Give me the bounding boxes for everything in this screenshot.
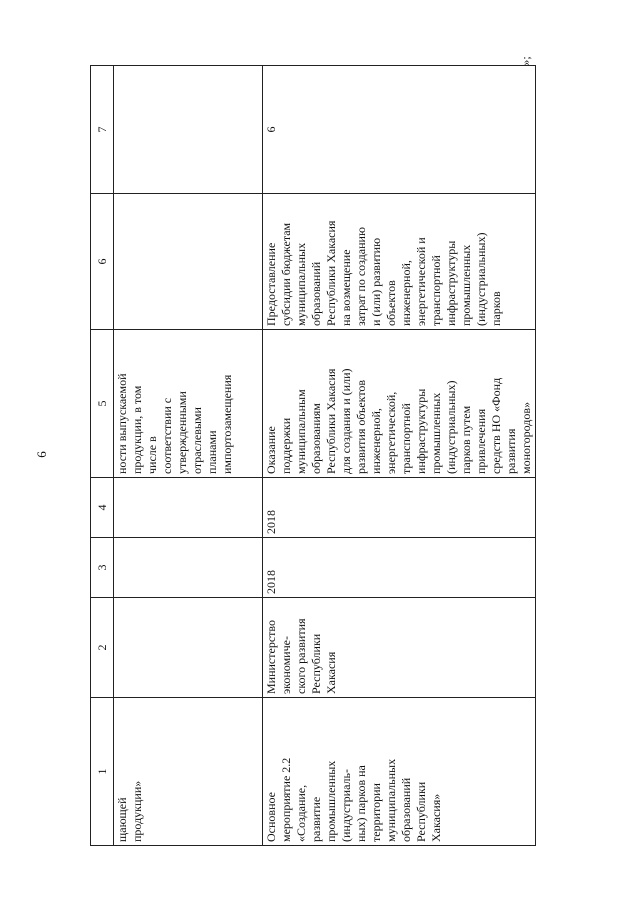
table-row-continuation [114, 66, 263, 846]
cell-text-line: муниципальным [294, 389, 308, 474]
cell-text-line: инфраструктуры [414, 388, 428, 474]
header-row [91, 66, 114, 846]
row1-col6-cell [114, 194, 263, 330]
cell-text-line: (индустриаль- [339, 769, 353, 842]
cell-text-line: Республики Хакасия [324, 220, 338, 326]
cell-text-line: затрат по созданию [354, 227, 368, 326]
measure-name-cell [263, 698, 536, 846]
cell-text-line: Оказание [264, 426, 278, 474]
cell-text-line: транспортной [429, 255, 443, 326]
row1-col1-cell [114, 698, 263, 846]
cell-text-line: Республики Хакасия [324, 368, 338, 474]
cell-text-line: Республики [309, 633, 323, 694]
cell-text-line: Хакасия» [429, 793, 443, 842]
cell-text-line: инфраструктуры [444, 240, 458, 326]
cell-text-line: территории [369, 783, 383, 842]
cell-text-line: образований [399, 777, 413, 842]
cell-text-line: экономиче- [279, 636, 293, 694]
header-cell: 1 [91, 698, 114, 846]
table-row-measure-2-2 [263, 66, 536, 846]
cell-text-line: «Создание, [294, 784, 308, 842]
row1-col3-cell [114, 538, 263, 598]
cell-text-line: ского развития [294, 618, 308, 694]
cell-text-line: продукции, в том [130, 385, 144, 474]
cell-text-line: ности выпускаемой [115, 373, 129, 474]
cell-text-line: промышленных [429, 392, 443, 474]
cell-text-line: транспортной [399, 403, 413, 474]
cell-text-line: развития [504, 428, 518, 474]
cell-text-line: развитие [309, 796, 323, 842]
cell-text-line: отраслевыми [190, 407, 204, 474]
row1-col4-cell [114, 478, 263, 538]
cell-text-line: моногородов» [519, 401, 533, 474]
row1-col7-cell [114, 66, 263, 194]
end-year-cell [263, 478, 536, 538]
indicator-link-cell [263, 66, 536, 194]
cell-text-line: планами [205, 430, 219, 474]
cell-text-line: 2018 [264, 570, 278, 594]
header-cell: 5 [91, 330, 114, 478]
table-frame [90, 66, 533, 846]
row1-col5-cell [114, 330, 263, 478]
cell-text-line: продукции» [130, 780, 144, 842]
directions-cell [263, 194, 536, 330]
cell-text-line: муниципальных [294, 242, 308, 326]
expected-result-cell [263, 330, 536, 478]
cell-text-line: энергетической и [414, 237, 428, 326]
row1-col2-cell [114, 598, 263, 698]
cell-text-line: ных) парков на [354, 765, 368, 842]
cell-text-line: соответствии с [160, 397, 174, 474]
cell-text-line: парков путем [459, 405, 473, 474]
cell-text-line: привлечения [474, 408, 488, 474]
cell-text-line: утвержденными [175, 391, 189, 474]
cell-text-line: поддержки [279, 417, 293, 474]
cell-text-line: парков [489, 291, 503, 326]
page-number: 6 [33, 451, 49, 458]
rotated-table-container [90, 66, 533, 846]
cell-text-line: мероприятие 2.2 [279, 757, 293, 842]
header-cell: 4 [91, 478, 114, 538]
header-cell: 6 [91, 194, 114, 330]
cell-text-line: средств НО «Фонд [489, 377, 503, 474]
cell-text-line: щающей [115, 797, 129, 842]
cell-text-line: развития объектов [354, 379, 368, 474]
cell-text-line: Предоставление [264, 242, 278, 326]
cell-text-line: импортозамещения [220, 374, 234, 474]
closing-quote-mark: »; [518, 56, 533, 66]
cell-text-line: 2018 [264, 510, 278, 534]
executor-cell [263, 598, 536, 698]
measures-table [90, 65, 536, 846]
cell-text-line: инженерной, [399, 260, 413, 326]
cell-text-line: Хакасия [324, 651, 338, 694]
cell-text-line: для создания и (или) [339, 368, 353, 474]
cell-text-line: объектов [384, 280, 398, 326]
cell-text-line: образованиям [309, 403, 323, 474]
cell-text-line: Основное [264, 792, 278, 842]
header-cell: 2 [91, 598, 114, 698]
cell-text-line: промышленных [459, 244, 473, 326]
cell-text-line: промышленных [324, 760, 338, 842]
cell-text-line: субсидии бюджетам [279, 222, 293, 326]
cell-text-line: на возмещение [339, 249, 353, 326]
cell-text-line: образований [309, 261, 323, 326]
header-cell: 3 [91, 538, 114, 598]
cell-text-line: (индустриальных) [474, 232, 488, 326]
cell-text-line: и (или) развитию [369, 237, 383, 326]
cell-text-line: (индустриальных) [444, 380, 458, 474]
cell-text-line: числе в [145, 436, 159, 474]
cell-text-line: Республики [414, 781, 428, 842]
cell-text-line: инженерной, [369, 408, 383, 474]
cell-text-line: 6 [264, 126, 278, 133]
header-cell: 7 [91, 66, 114, 194]
cell-text-line: муниципальных [384, 758, 398, 842]
start-year-cell [263, 538, 536, 598]
cell-text-line: Министерство [264, 620, 278, 694]
cell-text-line: энергетической, [384, 391, 398, 474]
